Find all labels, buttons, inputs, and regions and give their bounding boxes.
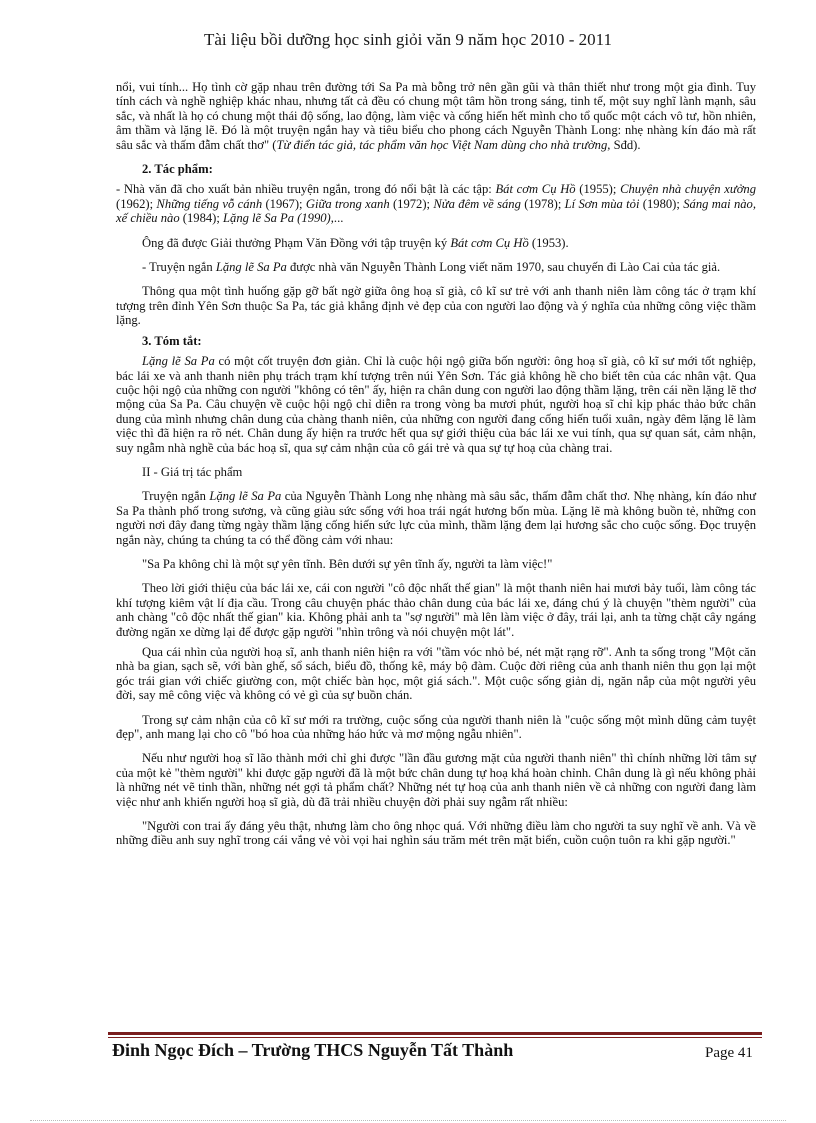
paragraph-works: - Nhà văn đã cho xuất bản nhiều truyện ngắn, trong đó nổi bật là các tập: Bát cơm Cụ Hồ (1955); Chuyện nhà chuyện xưởng (1962); Những tiếng vỗ cánh (1967); Giữa trong xanh (1972); Nửa đêm về sáng (1978); Lí Sơn mùa tỏi (1980); Sáng mai nào, xế chiều nào (1984); Lặng lẽ Sa Pa (1990),... [116,182,757,226]
footer-author: Đinh Ngọc Đích – Trường THCS Nguyễn Tất Thành [112,1040,514,1060]
story-title: Lặng lẽ Sa Pa [215,260,287,275]
work-title: Nửa đêm về sáng [433,196,521,211]
work-title: Bát cơm Cụ Hồ [495,182,576,197]
work-title: Lí Sơn mùa tỏi [564,196,640,211]
page-bottom-edge [30,1120,786,1121]
paragraph-painter: Qua cái nhìn của người hoạ sĩ, anh thanh niên hiện ra với "tầm vóc nhỏ bé, nét mặt rạng rỡ". Anh ta sống trong "Một căn nhà ba gian, sạch sẽ, với bàn ghế, sổ sách, biểu đồ, thống kê, máy bộ đàm. Cuộc đời riêng của anh thanh niên thu gọn lại một góc trái gian với chiếc giường con, một chiếc bàn học, một giá sách.". Một cuộc sống giản dị, ngăn nắp của một người yêu đời, say mê công việc và không có vẻ gì của sự buồn chán. [116,645,756,703]
work-title: Những tiếng vỗ cánh [156,196,263,211]
quote-sapa: "Sa Pa không chỉ là một sự yên tĩnh. Bên dưới sự yên tĩnh ấy, người ta làm việc!" [142,556,553,571]
paragraph-summary: Lặng lẽ Sa Pa có một cốt truyện đơn giản. Chỉ là cuộc hội ngộ giữa bốn người: ông hoạ sĩ già, cô kĩ sư mới tốt nghiệp, bác lái xe và anh thanh niên phụ trách trạm khí tượng trên núi Yên Sơn. Tác giả không hề cho biết tên của các nhân vật. Qua cuộc hội ngộ của những con người "không có tên" ấy, hiện ra chân dung con người lao động thầm lặng, trên cái nền lặng lẽ thơ mộng của Sa Pa. Câu chuyện về cuộc hội ngộ chỉ diễn ra trong vòng ba mươi phút, người hoạ sĩ chỉ kịp phác thảo bức chân dung của mình nhưng chân dung của chàng thanh niên, của những con người đang cống hiến tuổi xuân, ngày đêm lặng lẽ làm việc thì đã hiện ra rõ nét. Chân dung ấy hiện ra trước hết qua sự giới thiệu của bác lái xe vui tính, qua sự quan sát, cảm nhận, suy ngẫm nhà nghề của bác hoạ sĩ, qua sự cảm nhận của cô gái trẻ và qua sự tự hoạ của chàng trai. [116,354,756,455]
section-heading-summary: 3. Tóm tắt: [142,333,202,348]
paragraph-award: Ông đã được Giải thưởng Phạm Văn Đồng với tập truyện ký Bát cơm Cụ Hồ (1953). [142,235,569,250]
page-number: Page 41 [705,1045,753,1061]
work-title: Giữa trong xanh [305,196,390,211]
section-heading-value: II - Giá trị tác phẩm [142,464,243,479]
footer-divider [108,1032,762,1035]
paragraph-written: - Truyện ngắn Lặng lẽ Sa Pa được nhà văn Nguyễn Thành Long viết năm 1970, sau chuyến đi Lào Cai của tác giả. [142,260,721,275]
work-title: Lặng lẽ Sa Pa (1990) [223,211,331,226]
work-title: Sáng mai nào, xế chiều nào [116,196,757,226]
section-heading-works: 2. Tác phẩm: [142,162,213,177]
award-book-title: Bát cơm Cụ Hồ [450,235,529,250]
footer-divider-thin [108,1037,762,1038]
citation: Từ điển tác giả, tác phẩm văn học Việt Nam dùng cho nhà trường [276,137,608,152]
paragraph-girl: Trong sự cảm nhận của cô kĩ sư mới ra trường, cuộc sống của người thanh niên là "cuộc sống một mình dũng cảm tuyệt đẹp", anh mang lại cho cô "bó hoa của những háo hức và mơ mộng ngẫu nhiên". [116,712,756,742]
story-title: Lặng lẽ Sa Pa [209,489,282,504]
paragraph-value: Truyện ngắn Lặng lẽ Sa Pa của Nguyễn Thành Long nhẹ nhàng mà sâu sắc, thấm đẫm chất thơ. Nhẹ nhàng, kín đáo như Sa Pa thành phố trong sương, và cũng giàu sức sống với hoa trái ngát hương bốn mùa. Lặng lẽ mà không buồn tẻ, những con người nơi đây đang từng ngày thầm lặng cống hiến sức lực của mình, thầm lặng đem lại hương sắc cho cuộc sống. Đọc truyện ngắn này, chúng ta chúng ta có thể đồng cảm với nhau: [116,489,756,547]
paragraph-intro: nổi, vui tính... Họ tình cờ gặp nhau trên đường tới Sa Pa mà bỗng trở nên gần gũi và thân thiết như trong một gia đình. Tuy tính cách và nghề nghiệp khác nhau, nhưng tất cả đều có chung một tâm hồn trong sáng, tinh tế, một suy nghĩ lành mạnh, sâu sắc, và nhất là họ có chung một thái độ sống, lao động, làm việc và cống hiến hết mình cho tổ quốc một cách vô tư, hồn nhiên, âm thầm và lặng lẽ. Đó là một truyện ngắn hay và tiêu biểu cho phong cách Nguyễn Thành Long: nhẹ nhàng kín đáo mà rất sâu sắc và thấm đẫm chất thơ" (Từ điển tác giả, tác phẩm văn học Việt Nam dùng cho nhà trường, Sđd). [116,80,756,152]
page-header: Tài liệu bồi dưỡng học sinh giỏi văn 9 năm học 2010 - 2011 [203,30,613,49]
document-body [116,80,756,854]
work-title: Chuyện nhà chuyện xưởng [620,182,757,197]
story-title: Lặng lẽ Sa Pa [142,354,215,369]
quote-young-man: "Người con trai ấy đáng yêu thật, nhưng làm cho ông nhọc quá. Với những điều làm cho người ta suy nghĩ về anh. Và về những điều anh suy nghĩ trong cái vắng vẻ vòi vọi hai nghìn sáu trăm mét trên mặt biển, cuồn cuộn tuôn ra khi gặp người." [116,819,756,848]
paragraph-portrait: Nếu như người hoạ sĩ lão thành mới chỉ ghi được "lần đầu gương mặt của người thanh niên" thì chính những lời tâm sự của một kẻ "thèm người" khi được gặp người đã là một bức chân dung tự hoạ khá hoàn chỉnh. Chân dung là gì nếu không phải là những nét vẽ tinh thần, những nét gợi tả phẩm chất? Những nét tự hoạ của anh thanh niên về cả những con người đang làm việc như anh khiến người hoạ sĩ già, dù đã trải nhiều chuyện đời phải suy ngẫm rất nhiều: [116,751,756,809]
paragraph-driver: Theo lời giới thiệu của bác lái xe, cái con người "cô độc nhất thế gian" là một thanh niên hai mươi bảy tuổi, làm công tác khí tượng kiêm vật lí địa cầu. Trong câu chuyện phác thảo chân dung của bác lái xe, đáng chú ý là chuyện "thèm người" của anh chàng "cô độc nhất thế gian" kia. Không phải anh ta "sợ người" mà lên làm việc ở đây, trái lại, anh ta từng chặt cây ngáng đường ngăn xe dừng lại để được gặp người "nhìn trông và nói chuyện một lát". [116,581,756,639]
paragraph-situation: Thông qua một tình huống gặp gỡ bất ngờ giữa ông hoạ sĩ già, cô kĩ sư trẻ với anh thanh niên làm công tác ở trạm khí tượng trên đỉnh Yên Sơn thuộc Sa Pa, tác giả khẳng định vẻ đẹp của con người lao động và ý nghĩa của những công việc thầm lặng. [116,284,756,328]
